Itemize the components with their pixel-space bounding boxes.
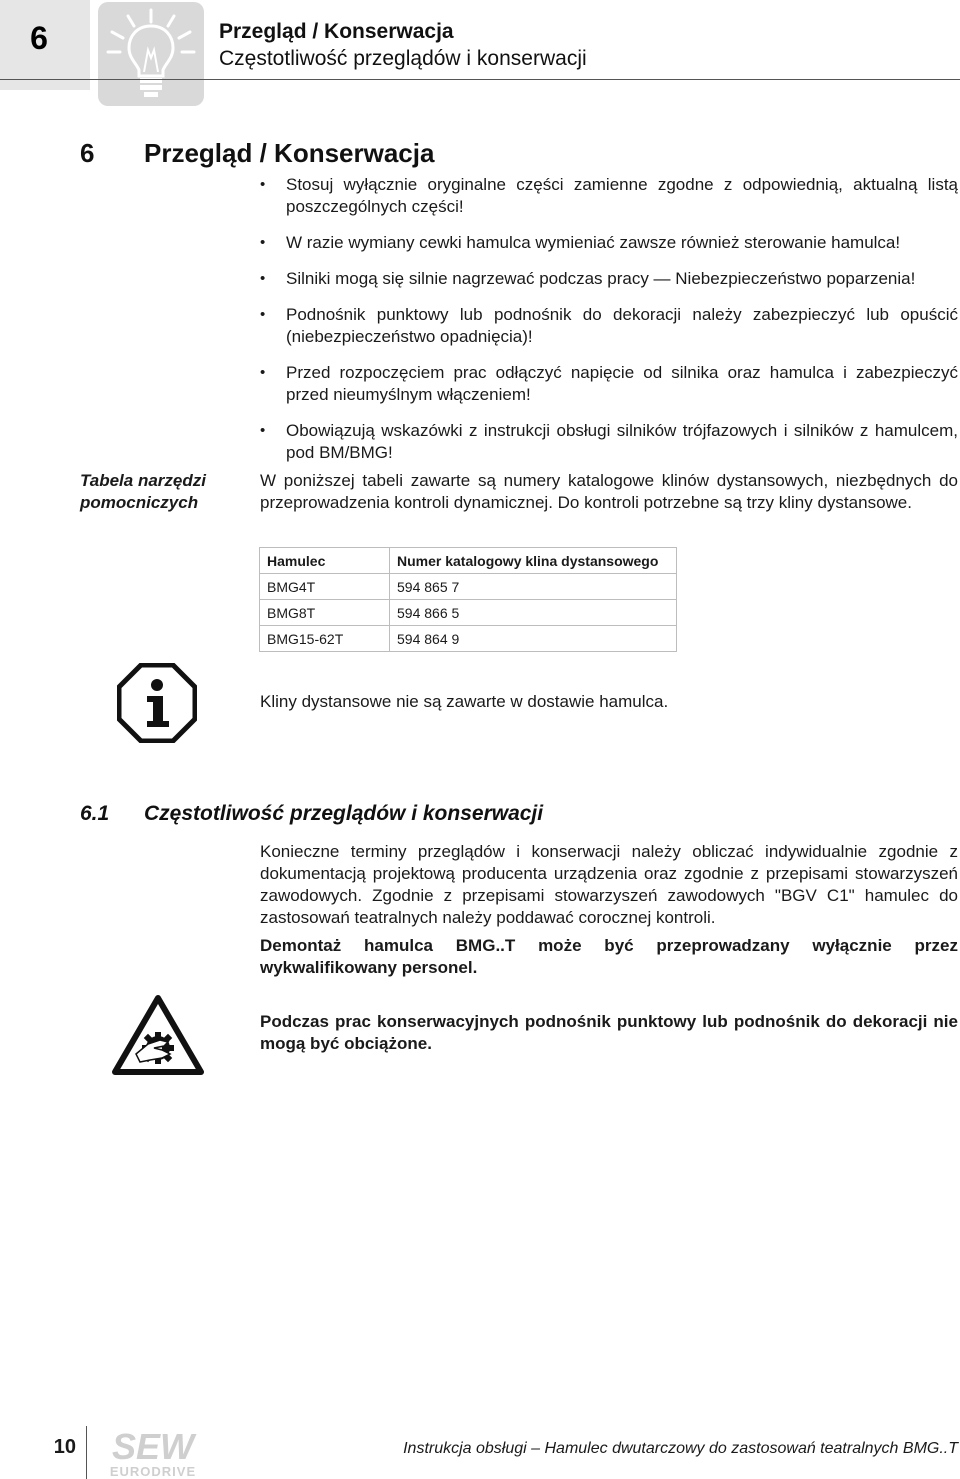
column-header: Hamulec (260, 548, 390, 574)
logo-subtext: EURODRIVE (109, 1464, 197, 1479)
part-number-cell: 594 865 7 (390, 574, 677, 600)
part-number-cell: 594 864 9 (390, 626, 677, 652)
bullet-item: • Podnośnik punktowy lub podnośnik do dekoracji należy zabezpieczyć lub opuścić (niebezpieczeństwo opadnięcia)! (260, 304, 958, 348)
subsection-number: 6.1 (80, 802, 110, 825)
safety-bullet-list (260, 174, 958, 478)
bullet-item: • Przed rozpoczęciem prac odłączyć napięcie od silnika oraz hamulca i zabezpieczyć przed nieumyślnym włączeniem! (260, 362, 958, 406)
info-icon (117, 663, 197, 743)
table-row (260, 626, 677, 652)
spacer-wedge-table (259, 547, 677, 652)
bullet-item: • W razie wymiany cewki hamulca wymieniać zawsze również sterowanie hamulca! (260, 232, 958, 254)
qualified-personnel-note: Demontaż hamulca BMG..T może być przeprowadzany wyłącznie przez wykwalifikowany personel. (260, 936, 958, 977)
lightbulb-icon (98, 2, 204, 106)
lightbulb-icon-box (98, 2, 204, 106)
table-row (260, 574, 677, 600)
bullet-item: • Obowiązują wskazówki z instrukcji obsługi silników trójfazowych i silników z hamulcem, pod BM/BMG! (260, 420, 958, 464)
section-title: Przegląd / Konserwacja (144, 138, 435, 168)
section-heading (80, 138, 434, 169)
bullet-item: • Silniki mogą się silnie nagrzewać podczas pracy — Niebezpieczeństwo poparzenia! (260, 268, 958, 290)
warning-text: Podczas prac konserwacyjnych podnośnik punktowy lub podnośnik do dekoracji nie mogą być obciążone. (260, 1012, 958, 1053)
footer-divider (86, 1426, 87, 1479)
brake-cell: BMG8T (260, 600, 390, 626)
brake-cell: BMG4T (260, 574, 390, 600)
header-title: Przegląd / Konserwacja (219, 20, 454, 43)
header-divider (0, 79, 960, 80)
document-title: Instrukcja obsługi – Hamulec dwutarczowy do zastosowań teatralnych BMG..T (403, 1440, 958, 1457)
header-subtitle: Częstotliwość przeglądów i konserwacji (219, 47, 587, 70)
brake-cell: BMG15-62T (260, 626, 390, 652)
subsection-heading (80, 802, 543, 826)
table-row (260, 600, 677, 626)
page-number: 10 (53, 1436, 76, 1458)
table-header-row (260, 548, 677, 574)
chapter-number: 6 (30, 20, 48, 56)
tools-intro: W poniższej tabeli zawarte są numery katalogowe klinów dystansowych, niezbędnych do przeprowadzenia kontroli dynamicznej. Do kontroli potrzebne są trzy kliny dystansowe. (260, 471, 958, 512)
info-note: Kliny dystansowe nie są zawarte w dostawie hamulca. (260, 692, 669, 711)
part-number-cell: 594 866 5 (390, 600, 677, 626)
tools-side-label: Tabela narzędzi pomocniczych (80, 471, 206, 512)
column-header: Numer katalogowy klina dystansowego (390, 548, 677, 574)
bullet-item: • Stosuj wyłącznie oryginalne części zamienne zgodne z odpowiednią, aktualną listą poszczególnych części! (260, 174, 958, 218)
hand-gear-warning-icon (112, 994, 204, 1076)
subsection-title: Częstotliwość przeglądów i konserwacji (144, 802, 544, 825)
maintenance-paragraph: Konieczne terminy przeglądów i konserwacji należy obliczać indywidualnie zgodnie z dokumentacją projektową producenta urządzenia oraz zgodnie z przepisami stowarzyszeń zawodowych. Zgodnie z przepisami stowarzyszeń zawodowych "BGV C1" hamulec do zastosowań teatralnych należy poddawać corocznej kontroli. (260, 842, 958, 927)
section-number: 6 (80, 138, 95, 168)
logo-text: SEW (111, 1427, 195, 1467)
sew-eurodrive-logo (99, 1427, 207, 1479)
